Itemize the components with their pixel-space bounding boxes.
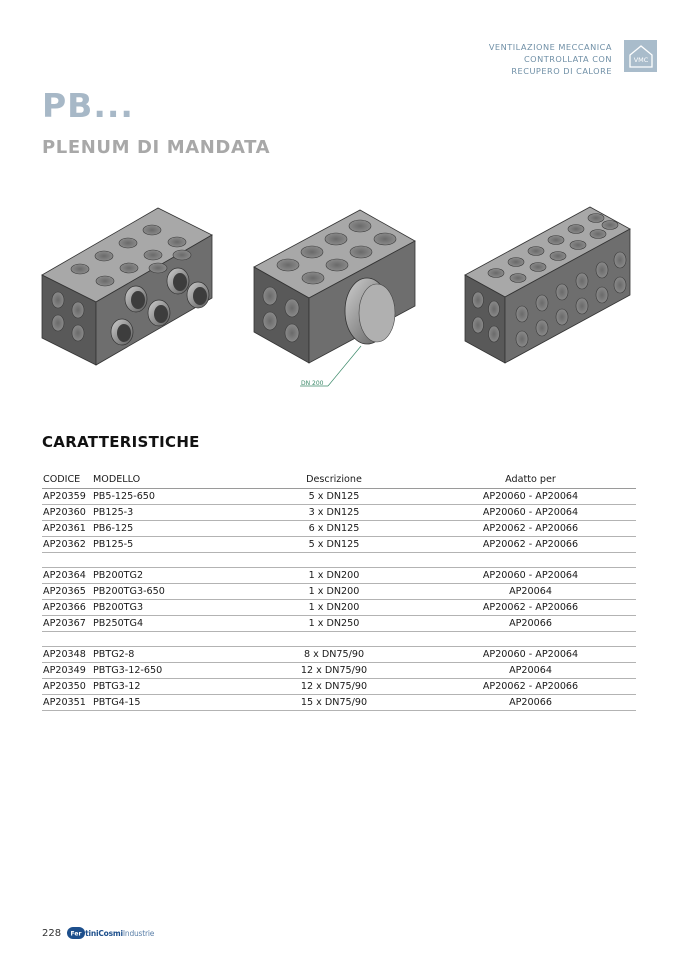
column-header-model: MODELLO xyxy=(92,472,243,489)
table-row xyxy=(42,568,636,584)
table-row xyxy=(42,695,636,711)
table-row xyxy=(42,489,636,505)
cell-code: AP20361 xyxy=(42,521,92,537)
cell-model: PB125-5 xyxy=(92,537,243,553)
brand-name-light: Industrie xyxy=(122,928,155,938)
cell-description: 1 x DN200 xyxy=(243,568,424,584)
table-row xyxy=(42,521,636,537)
brand-mark-icon xyxy=(67,927,85,939)
cell-suitable-for: AP20060 - AP20064 xyxy=(424,505,636,521)
cell-suitable-for: AP20064 xyxy=(424,663,636,679)
plenum-box-left xyxy=(42,208,212,365)
cell-description: 6 x DN125 xyxy=(243,521,424,537)
section-title: CARATTERISTICHE xyxy=(42,433,200,451)
cell-suitable-for: AP20060 - AP20064 xyxy=(424,489,636,505)
house-icon xyxy=(627,43,655,69)
cell-suitable-for: AP20064 xyxy=(424,584,636,600)
cell-suitable-for: AP20062 - AP20066 xyxy=(424,679,636,695)
table-row xyxy=(42,663,636,679)
specs-table xyxy=(42,472,636,711)
cell-model: PB200TG2 xyxy=(92,568,243,584)
category-line: VENTILAZIONE MECCANICA xyxy=(488,42,612,52)
table-row xyxy=(42,679,636,695)
cell-description: 5 x DN125 xyxy=(243,489,424,505)
cell-model: PB125-3 xyxy=(92,505,243,521)
brand-mark-text: Fer xyxy=(70,930,82,938)
dimension-leader xyxy=(328,346,361,386)
product-images xyxy=(30,195,650,405)
cell-description: 12 x DN75/90 xyxy=(243,679,424,695)
table-spacer-row xyxy=(42,553,636,568)
cell-suitable-for: AP20060 - AP20064 xyxy=(424,647,636,663)
cell-description: 1 x DN200 xyxy=(243,600,424,616)
cell-model: PBTG2-8 xyxy=(92,647,243,663)
cell-code: AP20364 xyxy=(42,568,92,584)
cell-code: AP20348 xyxy=(42,647,92,663)
cell-model: PBTG3-12 xyxy=(92,679,243,695)
cell-suitable-for: AP20062 - AP20066 xyxy=(424,600,636,616)
table-row xyxy=(42,537,636,553)
cell-code: AP20366 xyxy=(42,600,92,616)
table-header-row xyxy=(42,472,636,489)
vmc-badge xyxy=(624,40,657,72)
table-row xyxy=(42,600,636,616)
cell-code: AP20360 xyxy=(42,505,92,521)
category-header xyxy=(489,41,612,77)
cell-suitable-for: AP20062 - AP20066 xyxy=(424,521,636,537)
cell-code: AP20365 xyxy=(42,584,92,600)
cell-description: 3 x DN125 xyxy=(243,505,424,521)
brand-name xyxy=(85,929,154,938)
column-header-code: CODICE xyxy=(42,472,92,489)
page-footer xyxy=(42,927,154,939)
category-line: CONTROLLATA CON xyxy=(523,54,612,64)
badge-label: VMC xyxy=(633,56,648,64)
table-row xyxy=(42,584,636,600)
cell-description: 15 x DN75/90 xyxy=(243,695,424,711)
cell-suitable-for: AP20066 xyxy=(424,616,636,632)
brand-logo xyxy=(67,927,154,939)
cell-suitable-for: AP20062 - AP20066 xyxy=(424,537,636,553)
cell-model: PB200TG3-650 xyxy=(92,584,243,600)
table-row xyxy=(42,505,636,521)
brand-name-bold: tiniCosmi xyxy=(85,928,123,938)
cell-suitable-for: AP20060 - AP20064 xyxy=(424,568,636,584)
cell-code: AP20350 xyxy=(42,679,92,695)
cell-suitable-for: AP20066 xyxy=(424,695,636,711)
dimension-label: DN 200 xyxy=(301,380,324,387)
page-number: 228 xyxy=(42,927,62,939)
page-subtitle: PLENUM DI MANDATA xyxy=(42,137,271,158)
cell-model: PB6-125 xyxy=(92,521,243,537)
plenum-box-center xyxy=(254,210,415,387)
page-title: PB... xyxy=(42,86,134,125)
category-line: RECUPERO DI CALORE xyxy=(511,66,612,76)
cell-code: AP20349 xyxy=(42,663,92,679)
cell-code: AP20351 xyxy=(42,695,92,711)
cell-code: AP20359 xyxy=(42,489,92,505)
cell-code: AP20362 xyxy=(42,537,92,553)
cell-description: 1 x DN200 xyxy=(243,584,424,600)
table-spacer-row xyxy=(42,632,636,647)
cell-description: 5 x DN125 xyxy=(243,537,424,553)
cell-model: PBTG4-15 xyxy=(92,695,243,711)
table-row xyxy=(42,616,636,632)
cell-description: 8 x DN75/90 xyxy=(243,647,424,663)
cell-model: PBTG3-12-650 xyxy=(92,663,243,679)
cell-model: PB5-125-650 xyxy=(92,489,243,505)
cell-model: PB250TG4 xyxy=(92,616,243,632)
cell-model: PB200TG3 xyxy=(92,600,243,616)
cell-code: AP20367 xyxy=(42,616,92,632)
plenum-box-right xyxy=(465,207,630,363)
column-header-suitable-for: Adatto per xyxy=(424,472,636,489)
cell-description: 1 x DN250 xyxy=(243,616,424,632)
cell-description: 12 x DN75/90 xyxy=(243,663,424,679)
table-row xyxy=(42,647,636,663)
column-header-description: Descrizione xyxy=(243,472,424,489)
